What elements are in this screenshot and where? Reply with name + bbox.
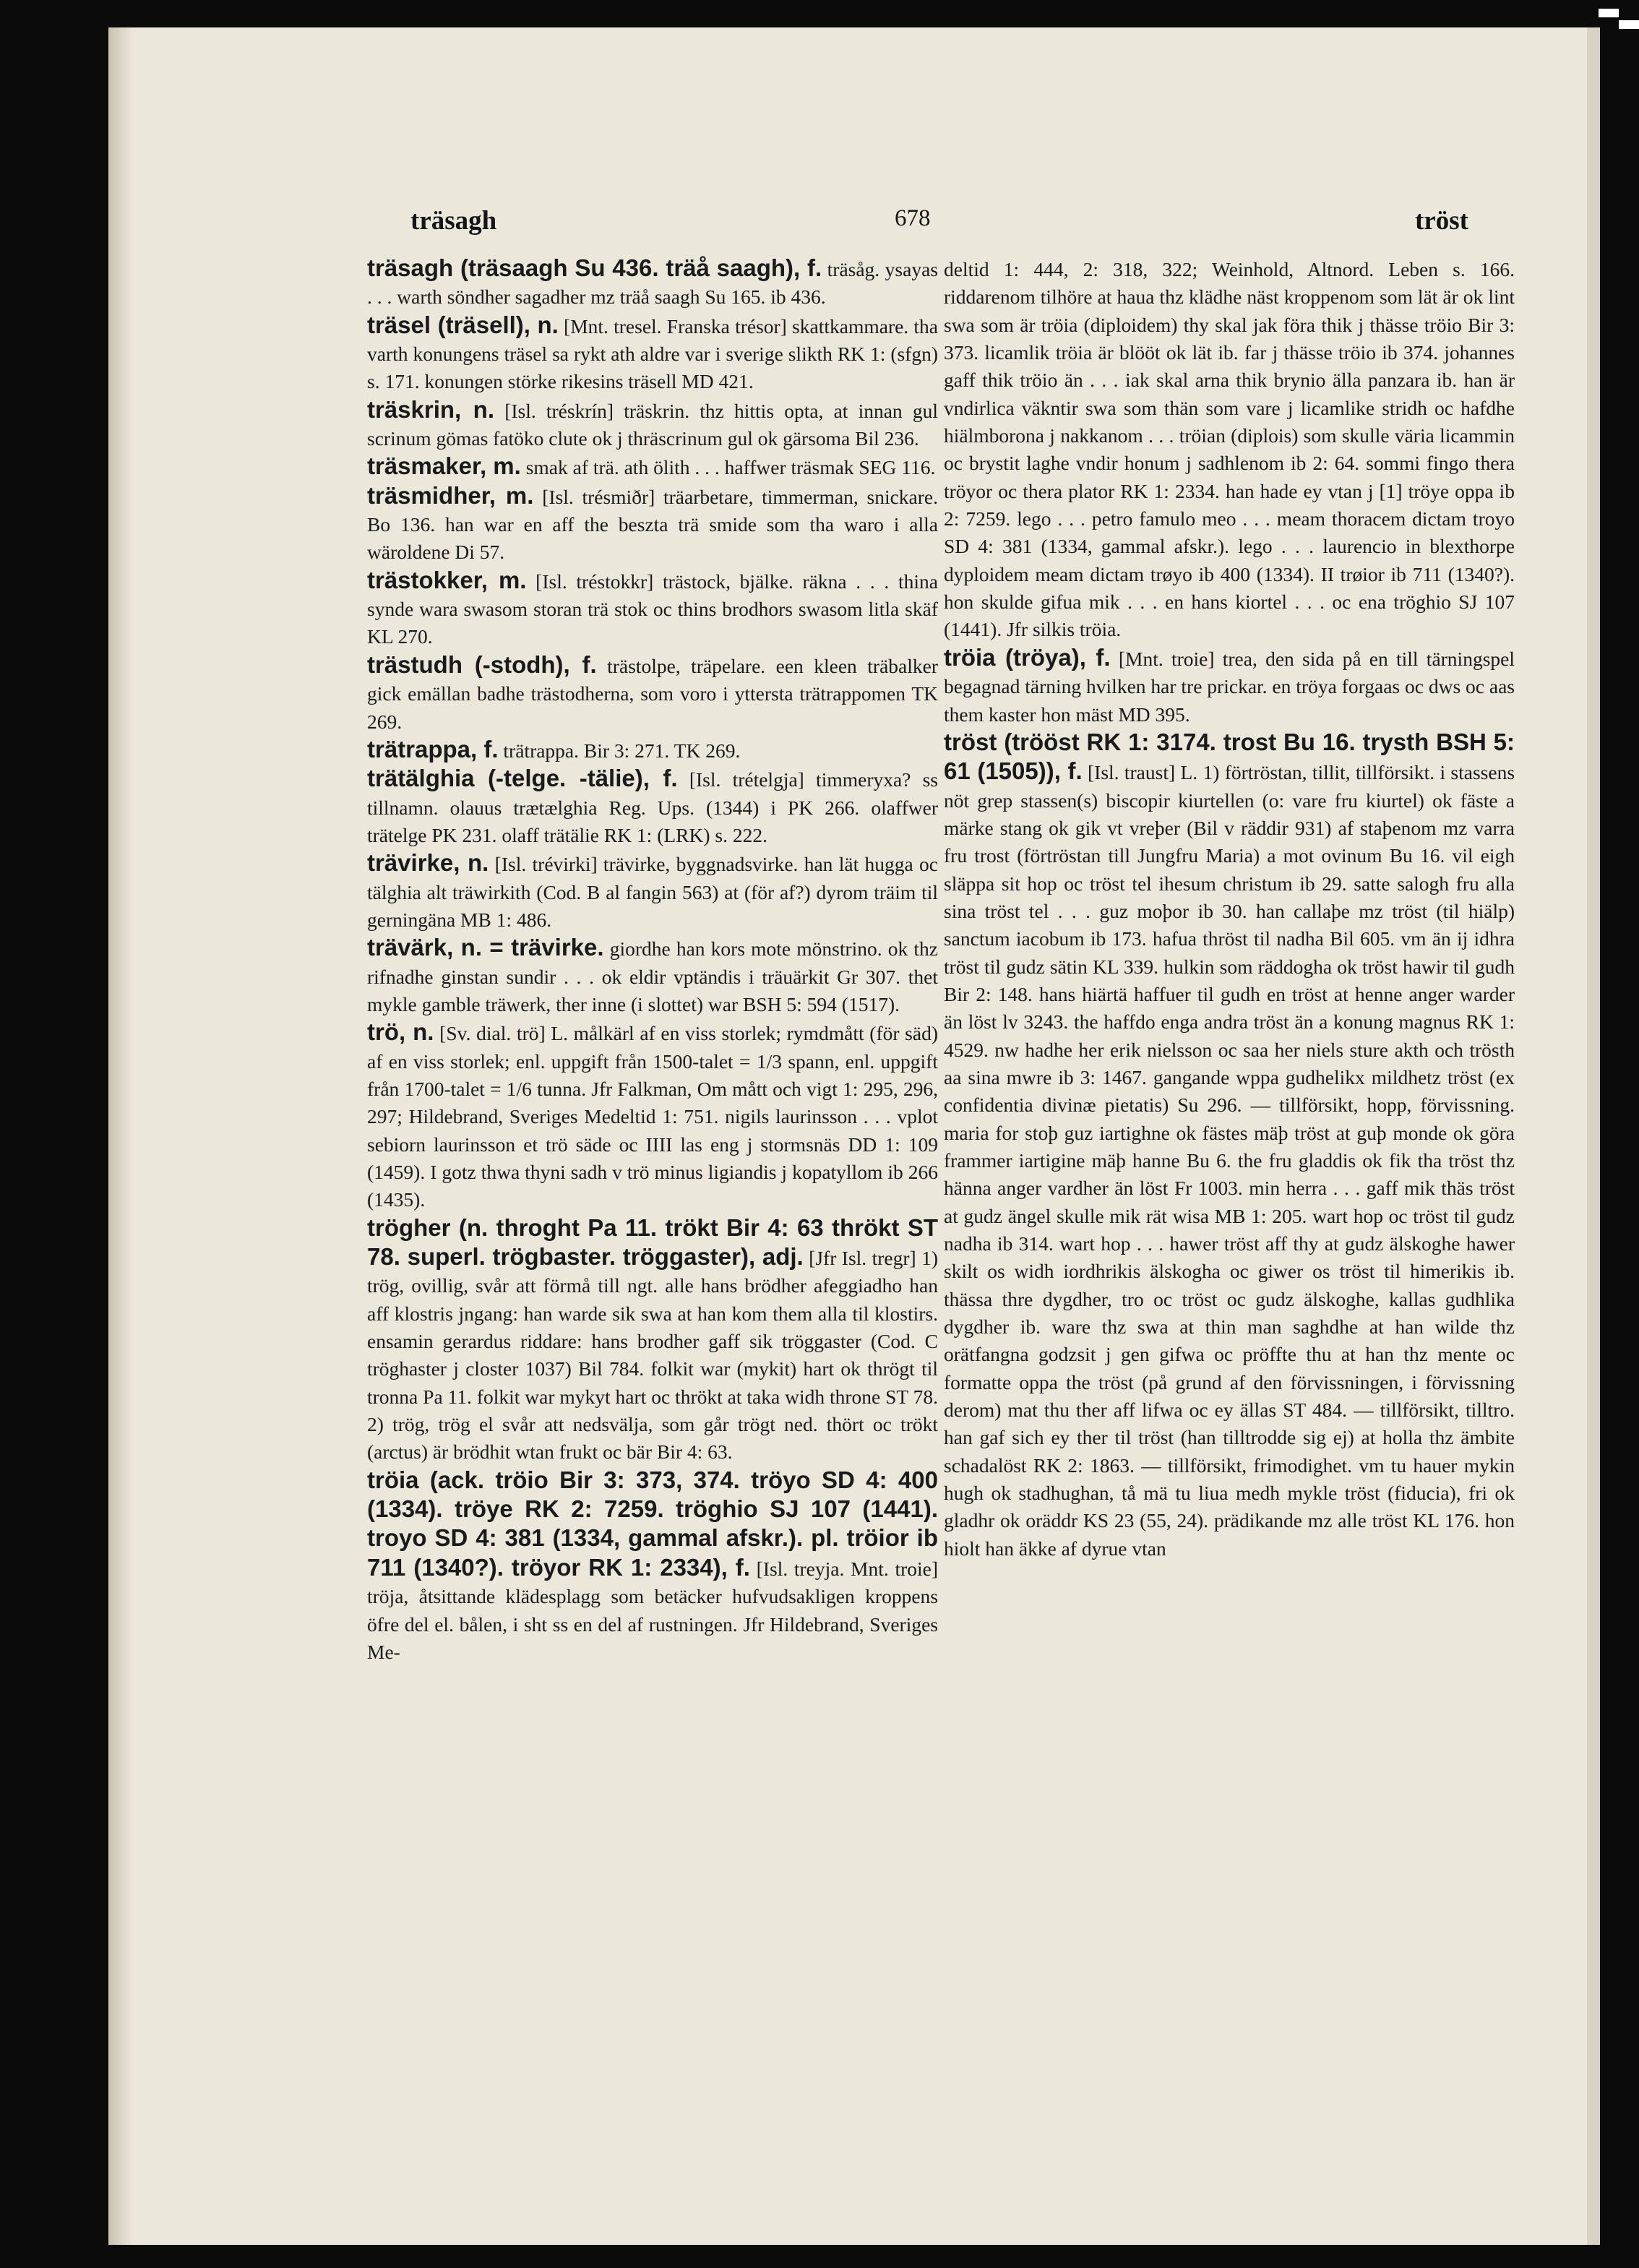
entry [367, 651, 938, 736]
entry-body: trästolpe, träpelare. een kleen träbalker gick emällan badhe trästodherna, som voro i yttersta trätrappomen TK 269. [367, 654, 938, 733]
entry-headword: trätrappa, f. [367, 735, 499, 763]
entry [367, 1466, 938, 1666]
entry-body: [Mnt. troie] trea, den sida på en till tärningspel begagnad tärning hvilken har tre prickar. en tröya forgaas oc dws oc aas them kaster hon mäst MD 395. [944, 647, 1515, 726]
entry-body: [Jfr Isl. tregr] 1) trög, ovillig, svår att förmå till ngt. alle hans brödher afeggiadho han aff klostris jngang: han warde sik swa at han kom them alla til klostirs. ensamin gerardus riddare: hans brodher gaff sik tröggaster (Cod. C tröghaster j closter 1037) Bil 784. folkit war (mykit) hart ok thrögt til tronna Pa 11. folkit war mykyt hart oc thrökt at taka widh throne ST 78. 2) trög, trög el svår att nedsvälja, som går trögt ned. thört oc trökt (arctus) är brödhit wtan frukt oc bär Bir 4: 63. [367, 1247, 938, 1464]
entry-headword: tröia (ack. tröio Bir 3: 373, 374. tröyo SD 4: 400 (1334). tröye RK 2: 7259. tröghio SJ 107 (1441). troyo SD 4: 381 (1334, gammal afskr.). pl. tröior ib 711 (1340?). tröyor RK 1: 2334), f. [367, 1466, 938, 1581]
entry-headword: träsel (träsell), n. [367, 311, 559, 338]
entry-body: [Mnt. tresel. Franska trésor] skattkammare. tha varth konungens träsel sa rykt ath aldre var i sverige slikth RK 1: (sfgn) s. 171. konungen störke rikesins träsell MD 421. [367, 314, 938, 393]
entry [367, 482, 938, 567]
right-column [944, 254, 1515, 1563]
entry-headword: träsmidher, m. [367, 481, 534, 509]
scan-corner-mark [1619, 20, 1639, 29]
entry-body: [Isl. trévirki] trävirke, byggnadsvirke. han lät hugga oc tälghia alt träwirkith (Cod. B al fangin 563) at (för af?) dyrom träim til gerningäna MB 1: 486. [367, 853, 939, 931]
entry [367, 1214, 938, 1466]
page-number: 678 [895, 205, 931, 231]
running-head-left: träsagh [410, 206, 497, 236]
entry-body: [Isl. traust] L. 1) förtröstan, tillit, tillförsikt. i stassens nöt grep stassen(s) biscopir kiurtellen (o: vare fru kiurtel) ok fäste a märke stang ok gik vt vreþer (Bil v räddir 931) af staþenom mz varra fru trost (förtröstan till Jungfru Maria) a mot ovinum Bu 16. vil eigh släppa sit hop oc tröst tel ihesum christum ib 29. satte salogh fru alla sina tröst tel . . . guz moþor ib 30. han callaþe mz tröst (til hiälp) sanctum iacobum ib 173. hafua thröst til nadha Bil 605. vm än ij idhra tröst til gudz sätin KL 339. hulkin som räddogha ok tröst hawir til gudh Bir 2: 148. hans hiärtä haffuer til gudh en tröst at henne anger warder än löst lv 3243. the haffdo enga andra tröst än a konung magnus RK 1: 4529. nw hadhe her erik nielsson oc saa her niels sture akth och trösth aa sina mwre ib 3: 1467. gangande wppa gudhelikx mildhetz tröst (ex confidentia divinæ pietatis) Su 296. — tillförsikt, hopp, förvissning. maria for stoþ guz iartighne ok fästes mäþ tröst at guþ monde ok göra frammer iartigine mäþ hanne Bu 6. the fru gladdis ok fik tha tröst thz hänna anger vardher än löst Fr 1003. min herra . . . gaff mik thäs tröst at gudz ängel skulle mik rät wisa MB 1: 205. wart hop oc tröst til gudz nadha ib 314. wart hop . . . hawer tröst aff thy at gudz älskoghe hawer skilt os widh iordhrikis älskogha oc giwer os tröst til himerikis ib. thässa thre dygdher, tro oc tröst oc gudz älskoghe, kallas gudhlika dygdher ib. ware thz swa at thin man saghdhe at han wilde thz orätfangna godzsit j gen gifwa oc pröffte thu at han thz mente oc formatte oppa the tröst (på grund af den förvissningen, i förvissning derom) mat thu ther aff lifwa oc ey ällas ST 484. — tillförsikt, tilltro. han gaf sich ey ther til tröst (han tilltrodde sig ej) at holla thz ämbite schadalöst RK 2: 1863. — tillförsikt, frimodighet. vm tu hauer mykin hugh ok stadhughan, tå mä tu liua medh mykle tröst (fiducia), fri ok gladhr ok oräddr KS 23 (55, 24). prädikande mz alle tröst KL 176. hon hiolt han äkke af dyrue vtan [944, 761, 1515, 1560]
entry-headword: träsmaker, m. [367, 452, 521, 480]
entry-body: [Isl. tréskrín] träskrin. thz hittis opta, at innan gul scrinum gömas fatöko clute ok j thräscrinum gul ok gärsoma Bil 236. [367, 399, 938, 450]
entry-body: trätrappa. Bir 3: 271. TK 269. [503, 739, 741, 762]
entry-body: [Isl. trételgja] timmeryxa? ss tillnamn. olauus trætælghia Reg. Ups. (1344) i PK 266. olaffwer trätelge PK 231. olaff trätälie RK 1: (LRK) s. 222. [367, 768, 939, 846]
entry-body: [Isl. trésmiðr] träarbetare, timmerman, snickare. Bo 136. han war en aff the beszta trä smide som tha waro i alla wäroldene Di 57. [367, 485, 938, 564]
entry-headword: trö, n. [367, 1018, 434, 1046]
scan-corner-mark [1599, 9, 1619, 17]
entry-body: [Isl. tréstokkr] trästock, bjälke. räkna . . . thina synde wara swasom storan trä stok oc thins brodhors swasom litla skäf KL 270. [367, 570, 938, 648]
entry [367, 765, 938, 849]
entry [367, 312, 938, 396]
page-gutter-shadow [108, 27, 133, 2245]
entry [944, 254, 1515, 644]
entry [367, 567, 938, 651]
entry-headword: träskrin, n. [367, 395, 495, 423]
entry [367, 934, 938, 1018]
entry-body: [Isl. treyja. Mnt. troie] tröja, åtsittande klädesplagg som betäcker hufvudsakligen kroppens öfre del el. bålen, i sht ss en del af rustningen. Jfr Hildebrand, Sveriges Me- [367, 1557, 939, 1663]
entry [367, 396, 938, 453]
entry-body: deltid 1: 444, 2: 318, 322; Weinhold, Altnord. Leben s. 166. riddarenom tilhöre at haua thz klädhe näst kroppenom som lät är ok lint swa som är tröia (diploidem) thy skal jak föra thik j thässe tröio Bir 3: 373. licamlik tröia är blööt ok lät ib. far j thässe tröio ib 374. johannes gaff thik tröio än . . . iak skal arna thik brynio älla panzara ib. han är vndirlica väkntir swa som thän som vare j licamlike stridh oc hafdhe hiälmborona j nakkanom . . . tröian (diplois) som skulle väria licammin oc brystit laghe vndir honum j sadhlenom ib 2: 64. sommi fingo thera tröyor oc thera plator RK 1: 2334. han hade ey vtan j [1] tröye oppa ib 2: 7259. lego . . . petro famulo meo . . . meam thoracem dictam troyo SD 4: 381 (1334, gammal afskr.). lego . . . laurencio in blexthorpe dyploidem meam dictam trøyo ib 400 (1334). II trøior ib 711 (1340?). hon skulde gifua mik . . . en hans kiortel . . . oc ena tröghio SJ 107 (1441). Jfr silkis tröia. [944, 258, 1515, 641]
entry [367, 736, 938, 765]
entry-headword: trätälghia (-telge. -tälie), f. [367, 765, 678, 792]
entry-headword: trävärk, n. = trävirke. [367, 934, 604, 961]
entry [367, 1018, 938, 1214]
entry [944, 644, 1515, 729]
entry-headword: trävirke, n. [367, 849, 489, 877]
entry-body: [Sv. dial. trö] L. målkärl af en viss storlek; rymdmått (för säd) af en viss storlek; enl. uppgift från 1500-talet = 1/3 spann, enl. uppgift från 1700-talet = 1/6 tunna. Jfr Falkman, Om mått och vigt 1: 295, 296, 297; Hildebrand, Sveriges Medeltid 1: 751. nigils laurinsson . . . vplot sebiorn laurinsson et trö säde oc IIII las eng j stormsnäs DD 1: 109 (1459). I gotz thwa thyni sadh v trö minus ligiandis j kopatyllom ib 266 (1435). [367, 1022, 939, 1211]
entry-headword: tröst (trööst RK 1: 3174. trost Bu 16. trysth BSH 5: 61 (1505)), f. [944, 728, 1515, 785]
entry-body: smak af trä. ath ölith . . . haffwer träsmak SEG 116. [525, 456, 936, 479]
running-head-right: tröst [1415, 206, 1468, 236]
entry-headword: träsagh (träsaagh Su 436. träå saagh), f. [367, 254, 822, 281]
entry-body: giordhe han kors mote mönstrino. ok thz rifnadhe ginstan sundir . . . ok eldir vptändis i träuärkit Gr 307. thet mykle gamble träwerk, ther inne (i slottet) war BSH 5: 594 (1517). [367, 937, 939, 1015]
left-column [367, 254, 938, 1666]
entry [367, 849, 938, 934]
page-right-edge [1587, 27, 1600, 2245]
entry [367, 452, 938, 481]
entry-headword: trästudh (-stodh), f. [367, 650, 597, 678]
entry [367, 254, 938, 312]
entry-headword: trästokker, m. [367, 566, 527, 593]
entry-headword: tröia (tröya), f. [944, 643, 1111, 671]
entry-body: träsåg. ysayas . . . warth söndher sagadher mz träå saagh Su 165. ib 436. [367, 258, 938, 309]
entry-headword: trögher (n. throght Pa 11. trökt Bir 4: 63 thrökt ST 78. superl. trögbaster. tröggaster), adj. [367, 1214, 938, 1271]
entry [944, 729, 1515, 1563]
